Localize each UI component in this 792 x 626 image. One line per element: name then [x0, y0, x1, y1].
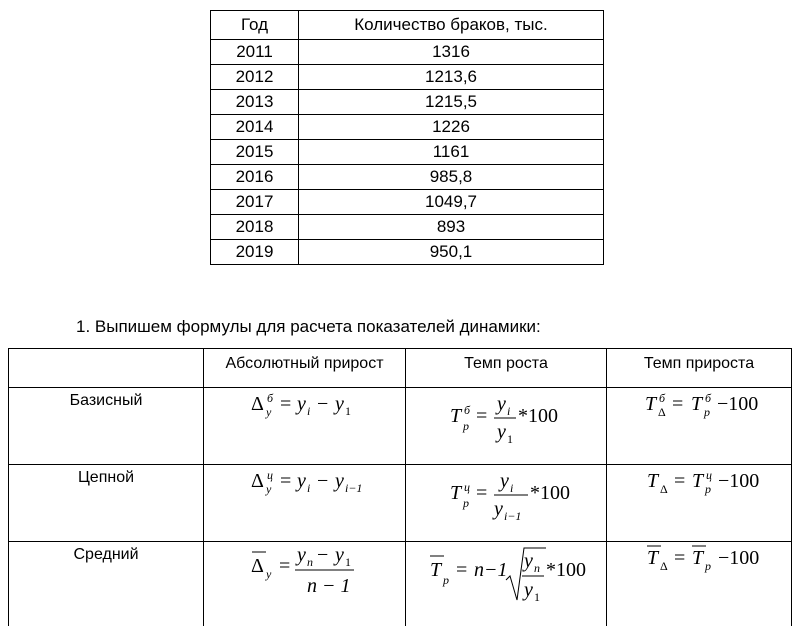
svg-text:y: y: [522, 579, 533, 601]
svg-text:−100: −100: [718, 547, 759, 569]
formula-header-row: [9, 349, 792, 388]
table-row: [211, 40, 604, 65]
svg-text:−: −: [317, 393, 328, 415]
svg-text:−100: −100: [718, 470, 759, 492]
cell-year: 2014: [211, 115, 299, 140]
formula-row-base: [9, 388, 792, 465]
svg-text:−100: −100: [717, 393, 758, 415]
formula-abs-mean-svg: [204, 542, 404, 620]
svg-text:T: T: [691, 393, 704, 415]
table-header-row: [211, 11, 604, 40]
row-label-chain: Цепной: [9, 465, 204, 542]
svg-text:ц: ц: [464, 480, 470, 494]
svg-text:p: p: [704, 559, 711, 573]
svg-text:Δ: Δ: [251, 393, 264, 415]
table-row: [211, 140, 604, 165]
cell-marriages: 1226: [299, 115, 604, 140]
formula-inc-chain-svg: [607, 465, 791, 535]
formula-abs-base-svg: [204, 388, 404, 458]
svg-text:y: y: [495, 393, 506, 415]
svg-text:p: p: [462, 496, 469, 510]
table-row: [211, 65, 604, 90]
header-abs-growth: Абсолютный прирост: [204, 349, 406, 388]
cell-marriages: 893: [299, 215, 604, 240]
formula-inc-mean-svg: [607, 542, 791, 620]
cell-year: 2015: [211, 140, 299, 165]
svg-text:1: 1: [345, 404, 351, 418]
table-row: [211, 190, 604, 215]
formula-abs-chain-svg: [204, 465, 404, 535]
svg-text:T: T: [450, 405, 463, 427]
formula-abs-mean: [204, 542, 406, 626]
svg-text:T: T: [450, 482, 463, 504]
svg-text:−: −: [317, 544, 328, 566]
cell-year: 2016: [211, 165, 299, 190]
cell-year: 2017: [211, 190, 299, 215]
svg-text:=: =: [672, 393, 683, 415]
formula-rate-mean: [405, 542, 606, 626]
svg-text:б: б: [659, 391, 666, 405]
header-increase-rate: Темп прироста: [606, 349, 791, 388]
svg-text:i−1: i−1: [504, 509, 521, 523]
svg-text:i: i: [507, 404, 510, 418]
cell-year: 2011: [211, 40, 299, 65]
svg-text:y: y: [495, 421, 506, 443]
formula-abs-base: [204, 388, 406, 465]
svg-text:=: =: [674, 547, 685, 569]
svg-text:б: б: [705, 391, 712, 405]
row-label-base: Базисный: [9, 388, 204, 465]
svg-text:y: y: [333, 470, 344, 492]
marriages-table: [210, 10, 604, 265]
cell-marriages: 1049,7: [299, 190, 604, 215]
svg-text:=: =: [280, 393, 291, 415]
table-row: [211, 165, 604, 190]
formula-rate-chain-svg: [406, 465, 606, 535]
cell-year: 2012: [211, 65, 299, 90]
svg-text:1: 1: [345, 555, 351, 569]
svg-text:ц: ц: [267, 468, 273, 482]
svg-text:ц: ц: [706, 468, 712, 482]
svg-text:p: p: [462, 419, 469, 433]
svg-text:i−1: i−1: [345, 481, 362, 495]
svg-text:y: y: [522, 550, 533, 572]
cell-year: 2019: [211, 240, 299, 265]
formula-table: [8, 348, 792, 626]
svg-text:y: y: [265, 482, 272, 496]
svg-text:=: =: [279, 555, 290, 577]
svg-text:Δ: Δ: [251, 470, 264, 492]
svg-text:y: y: [492, 498, 503, 520]
svg-text:Δ: Δ: [251, 555, 264, 577]
svg-text:y: y: [295, 544, 306, 566]
cell-marriages: 1213,6: [299, 65, 604, 90]
formula-row-chain: [9, 465, 792, 542]
svg-text:T: T: [692, 470, 705, 492]
cell-year: 2018: [211, 215, 299, 240]
formula-rate-mean-svg: [406, 542, 606, 620]
cell-year: 2013: [211, 90, 299, 115]
svg-text:y: y: [265, 405, 272, 419]
svg-text:y: y: [498, 470, 509, 492]
svg-text:y: y: [333, 544, 344, 566]
header-empty: [9, 349, 204, 388]
header-year: Год: [211, 11, 299, 40]
svg-text:n−1: n−1: [474, 559, 508, 581]
section-heading: 1. Выпишем формулы для расчета показателей динамики:: [76, 317, 541, 337]
table-row: [211, 90, 604, 115]
svg-text:T: T: [645, 393, 658, 415]
svg-text:T: T: [430, 559, 443, 581]
formula-row-mean: [9, 542, 792, 626]
svg-text:−: −: [317, 470, 328, 492]
svg-text:=: =: [476, 482, 487, 504]
svg-text:1: 1: [534, 590, 540, 604]
svg-text:n − 1: n − 1: [307, 575, 351, 597]
formula-inc-mean: [606, 542, 791, 626]
svg-text:T: T: [692, 547, 705, 569]
svg-text:n: n: [307, 555, 313, 569]
svg-text:p: p: [704, 482, 711, 496]
svg-text:i: i: [307, 481, 310, 495]
svg-text:Δ: Δ: [660, 482, 668, 496]
cell-marriages: 1161: [299, 140, 604, 165]
formula-inc-chain: [606, 465, 791, 542]
svg-text:б: б: [464, 403, 471, 417]
svg-text:*100: *100: [518, 405, 558, 427]
svg-text:p: p: [703, 405, 710, 419]
header-count: Количество браков, тыс.: [299, 11, 604, 40]
svg-text:Δ: Δ: [660, 559, 668, 573]
table-row: [211, 240, 604, 265]
row-label-mean: Средний: [9, 542, 204, 626]
table-row: [211, 215, 604, 240]
svg-text:p: p: [442, 573, 449, 587]
header-growth-rate: Темп роста: [405, 349, 606, 388]
table-row: [211, 115, 604, 140]
cell-marriages: 985,8: [299, 165, 604, 190]
svg-text:T: T: [647, 547, 660, 569]
svg-text:=: =: [280, 470, 291, 492]
svg-text:=: =: [674, 470, 685, 492]
svg-text:б: б: [267, 391, 274, 405]
formula-abs-chain: [204, 465, 406, 542]
cell-marriages: 1215,5: [299, 90, 604, 115]
svg-text:y: y: [295, 470, 306, 492]
svg-text:1: 1: [507, 432, 513, 446]
svg-text:y: y: [333, 393, 344, 415]
cell-marriages: 1316: [299, 40, 604, 65]
svg-text:y: y: [265, 567, 272, 581]
formula-rate-base-svg: [406, 388, 606, 458]
svg-text:i: i: [510, 481, 513, 495]
svg-text:y: y: [295, 393, 306, 415]
svg-text:=: =: [476, 405, 487, 427]
svg-text:*100: *100: [530, 482, 570, 504]
svg-text:T: T: [647, 470, 660, 492]
cell-marriages: 950,1: [299, 240, 604, 265]
svg-text:i: i: [307, 404, 310, 418]
formula-inc-base-svg: [607, 388, 791, 458]
svg-text:=: =: [456, 559, 467, 581]
formula-rate-base: [405, 388, 606, 465]
formula-inc-base: [606, 388, 791, 465]
svg-text:n: n: [534, 561, 540, 575]
formula-rate-chain: [405, 465, 606, 542]
svg-text:Δ: Δ: [658, 405, 666, 419]
svg-text:*100: *100: [546, 559, 586, 581]
